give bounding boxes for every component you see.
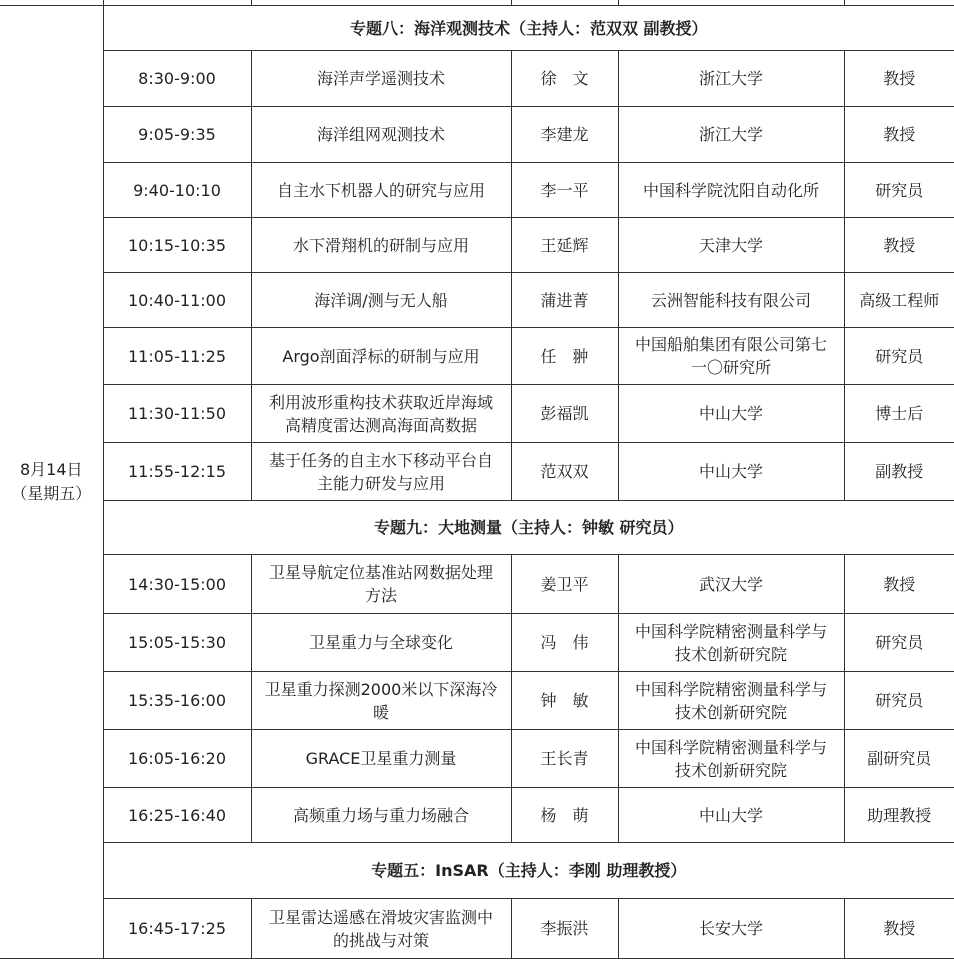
org-cell-text: 长安大学 [698, 919, 763, 938]
org-cell [618, 443, 844, 501]
topic-cell [251, 899, 511, 959]
org-cell [618, 163, 844, 218]
rank-cell [844, 163, 954, 218]
org-cell [618, 385, 844, 443]
org-cell-text: 一〇研究所 [690, 358, 771, 377]
talk-row [0, 385, 954, 443]
section-title [103, 501, 954, 555]
topic-cell-text: 卫星重力探测2000米以下深海冷 [264, 679, 498, 699]
rank-cell [844, 51, 954, 107]
rank-cell-text: 教授 [883, 574, 916, 594]
topic-cell [251, 218, 511, 273]
topic-cell-text: 利用波形重构技术获取近岸海域 [268, 392, 493, 412]
speaker-cell [511, 443, 618, 501]
topic-cell [251, 672, 511, 730]
org-cell-text: 技术创新研究院 [674, 702, 787, 722]
talk-row [0, 51, 954, 107]
talk-row [0, 614, 954, 672]
org-cell-text: 技术创新研究院 [674, 644, 787, 664]
speaker-cell-text: 李振洪 [540, 919, 589, 938]
time-cell-text: 9:05-9:35 [138, 125, 216, 144]
time-cell [103, 385, 251, 443]
speaker-cell [511, 51, 618, 107]
time-cell-text: 16:05-16:20 [128, 749, 226, 768]
speaker-cell-text: 徐 文 [540, 69, 589, 88]
talk-row [0, 218, 954, 273]
talk-row [0, 163, 954, 218]
topic-cell-text: 的挑战与对策 [332, 930, 429, 950]
org-cell [618, 672, 844, 730]
time-cell-text: 15:05-15:30 [128, 633, 226, 652]
speaker-cell [511, 328, 618, 385]
rank-cell-text: 研究员 [875, 180, 924, 200]
speaker-cell [511, 385, 618, 443]
speaker-cell [511, 163, 618, 218]
org-cell [618, 899, 844, 959]
topic-cell-text: 主能力研发与应用 [316, 473, 445, 493]
time-cell-text: 11:30-11:50 [128, 404, 226, 423]
time-cell [103, 614, 251, 672]
org-cell-text: 浙江大学 [698, 69, 763, 88]
time-cell [103, 672, 251, 730]
talk-row [0, 555, 954, 614]
rank-cell-text: 助理教授 [867, 805, 932, 825]
section-title-text: 专题五：InSAR（主持人：李刚 助理教授） [371, 861, 687, 880]
speaker-cell [511, 273, 618, 328]
speaker-cell-text: 王延辉 [540, 235, 589, 255]
section-header-row [0, 843, 954, 899]
topic-cell-text: GRACE卫星重力测量 [305, 749, 457, 768]
time-cell [103, 788, 251, 843]
section-header-row [0, 6, 954, 51]
topic-cell-text: 暖 [372, 702, 389, 722]
section-title-text: 专题九：大地测量（主持人：钟敏 研究员） [373, 518, 684, 537]
org-cell-text: 中山大学 [698, 462, 763, 481]
org-cell-text: 中国科学院精密测量科学与 [634, 621, 827, 641]
rank-cell [844, 899, 954, 959]
time-cell [103, 273, 251, 328]
topic-cell [251, 555, 511, 614]
talk-row [0, 899, 954, 959]
time-cell-text: 11:05-11:25 [128, 346, 226, 366]
section-title [103, 843, 954, 899]
talk-row [0, 730, 954, 788]
rank-cell-text: 研究员 [875, 633, 924, 652]
time-cell-text: 15:35-16:00 [128, 691, 226, 710]
speaker-cell-text: 姜卫平 [540, 574, 589, 594]
topic-cell [251, 385, 511, 443]
time-cell-text: 8:30-9:00 [138, 69, 216, 88]
org-cell [618, 555, 844, 614]
section-title [103, 6, 954, 51]
org-cell-text: 中国科学院精密测量科学与 [634, 737, 827, 757]
org-cell-text: 中山大学 [698, 404, 763, 423]
topic-cell-text: 海洋声学遥测技术 [316, 69, 445, 88]
org-cell-text: 中国科学院沈阳自动化所 [642, 180, 819, 200]
time-cell [103, 899, 251, 959]
rank-cell-text: 教授 [883, 125, 916, 144]
time-cell [103, 730, 251, 788]
weekday-text: （星期五） [11, 484, 92, 503]
rank-cell-text: 教授 [883, 919, 916, 938]
section-header-row [0, 501, 954, 555]
topic-cell [251, 163, 511, 218]
rank-cell [844, 614, 954, 672]
speaker-cell [511, 730, 618, 788]
speaker-cell-text: 李一平 [540, 180, 589, 200]
rank-cell [844, 443, 954, 501]
topic-cell-text: Argo剖面浮标的研制与应用 [282, 346, 480, 366]
rank-cell-text: 副研究员 [867, 749, 932, 768]
talk-row [0, 328, 954, 385]
rank-cell-text: 研究员 [875, 346, 924, 366]
org-cell-text: 武汉大学 [698, 574, 763, 594]
org-cell-text: 中国船舶集团有限公司第七 [634, 335, 827, 354]
time-cell-text: 10:15-10:35 [128, 235, 226, 255]
time-cell [103, 218, 251, 273]
speaker-cell-text: 蒲进菁 [540, 290, 589, 310]
topic-cell [251, 273, 511, 328]
speaker-cell [511, 899, 618, 959]
talk-row [0, 788, 954, 843]
topic-cell [251, 51, 511, 107]
rank-cell [844, 218, 954, 273]
date-text: 8月14日 [19, 460, 83, 479]
topic-cell-text: 卫星雷达遥感在滑坡灾害监测中 [268, 907, 493, 927]
topic-cell-text: 海洋组网观测技术 [316, 125, 445, 144]
org-cell-text: 中山大学 [698, 805, 763, 825]
topic-cell [251, 107, 511, 163]
org-cell [618, 107, 844, 163]
talk-row [0, 672, 954, 730]
speaker-cell-text: 杨 萌 [540, 805, 589, 825]
time-cell [103, 555, 251, 614]
speaker-cell-text: 冯 伟 [540, 633, 589, 652]
time-cell-text: 10:40-11:00 [128, 290, 226, 310]
rank-cell [844, 672, 954, 730]
topic-cell [251, 443, 511, 501]
time-cell [103, 163, 251, 218]
speaker-cell [511, 555, 618, 614]
speaker-cell-text: 范双双 [540, 462, 589, 481]
topic-cell-text: 海洋调/测与无人船 [314, 290, 448, 310]
topic-cell [251, 328, 511, 385]
rank-cell [844, 730, 954, 788]
speaker-cell-text: 王长青 [540, 749, 589, 768]
speaker-cell [511, 107, 618, 163]
speaker-cell [511, 614, 618, 672]
org-cell [618, 614, 844, 672]
org-cell [618, 788, 844, 843]
speaker-cell-text: 彭福凯 [540, 404, 589, 423]
org-cell [618, 328, 844, 385]
topic-cell-text: 卫星重力与全球变化 [308, 633, 453, 652]
org-cell-text: 云洲智能科技有限公司 [650, 290, 811, 310]
rank-cell [844, 328, 954, 385]
rank-cell [844, 555, 954, 614]
speaker-cell [511, 672, 618, 730]
rank-cell-text: 副教授 [875, 462, 924, 481]
topic-cell [251, 788, 511, 843]
topic-cell-text: 高频重力场与重力场融合 [292, 805, 469, 825]
talk-row [0, 443, 954, 501]
topic-cell-text: 方法 [364, 586, 397, 605]
time-cell [103, 51, 251, 107]
org-cell [618, 730, 844, 788]
time-cell-text: 14:30-15:00 [128, 574, 226, 594]
time-cell-text: 11:55-12:15 [128, 462, 226, 481]
rank-cell [844, 385, 954, 443]
org-cell-text: 浙江大学 [698, 125, 763, 144]
speaker-cell [511, 788, 618, 843]
org-cell-text: 中国科学院精密测量科学与 [634, 679, 827, 699]
org-cell [618, 273, 844, 328]
speaker-cell-text: 任 翀 [540, 346, 589, 366]
rank-cell-text: 教授 [883, 69, 916, 88]
time-cell-text: 9:40-10:10 [133, 180, 221, 200]
rank-cell [844, 107, 954, 163]
org-cell [618, 218, 844, 273]
speaker-cell [511, 218, 618, 273]
time-cell-text: 16:45-17:25 [128, 919, 226, 938]
time-cell [103, 443, 251, 501]
topic-cell [251, 730, 511, 788]
topic-cell-text: 基于任务的自主水下移动平台自 [268, 450, 493, 470]
rank-cell-text: 教授 [883, 235, 916, 255]
topic-cell-text: 卫星导航定位基准站网数据处理 [268, 563, 493, 582]
talk-row [0, 107, 954, 163]
topic-cell [251, 614, 511, 672]
time-cell [103, 107, 251, 163]
date-cell [0, 6, 103, 959]
speaker-cell-text: 钟 敏 [540, 691, 589, 710]
time-cell-text: 16:25-16:40 [128, 805, 226, 825]
org-cell-text: 天津大学 [698, 235, 763, 255]
rank-cell [844, 273, 954, 328]
topic-cell-text: 高精度雷达测高海面高数据 [284, 415, 477, 435]
rank-cell-text: 研究员 [875, 691, 924, 710]
org-cell [618, 51, 844, 107]
section-title-text: 专题八：海洋观测技术（主持人：范双双 副教授） [349, 18, 708, 38]
rank-cell [844, 788, 954, 843]
topic-cell-text: 自主水下机器人的研究与应用 [276, 180, 485, 200]
org-cell-text: 技术创新研究院 [674, 760, 787, 780]
topic-cell-text: 水下滑翔机的研制与应用 [292, 235, 469, 255]
time-cell [103, 328, 251, 385]
rank-cell-text: 高级工程师 [859, 290, 940, 310]
talk-row [0, 273, 954, 328]
speaker-cell-text: 李建龙 [540, 125, 589, 144]
rank-cell-text: 博士后 [875, 404, 924, 423]
